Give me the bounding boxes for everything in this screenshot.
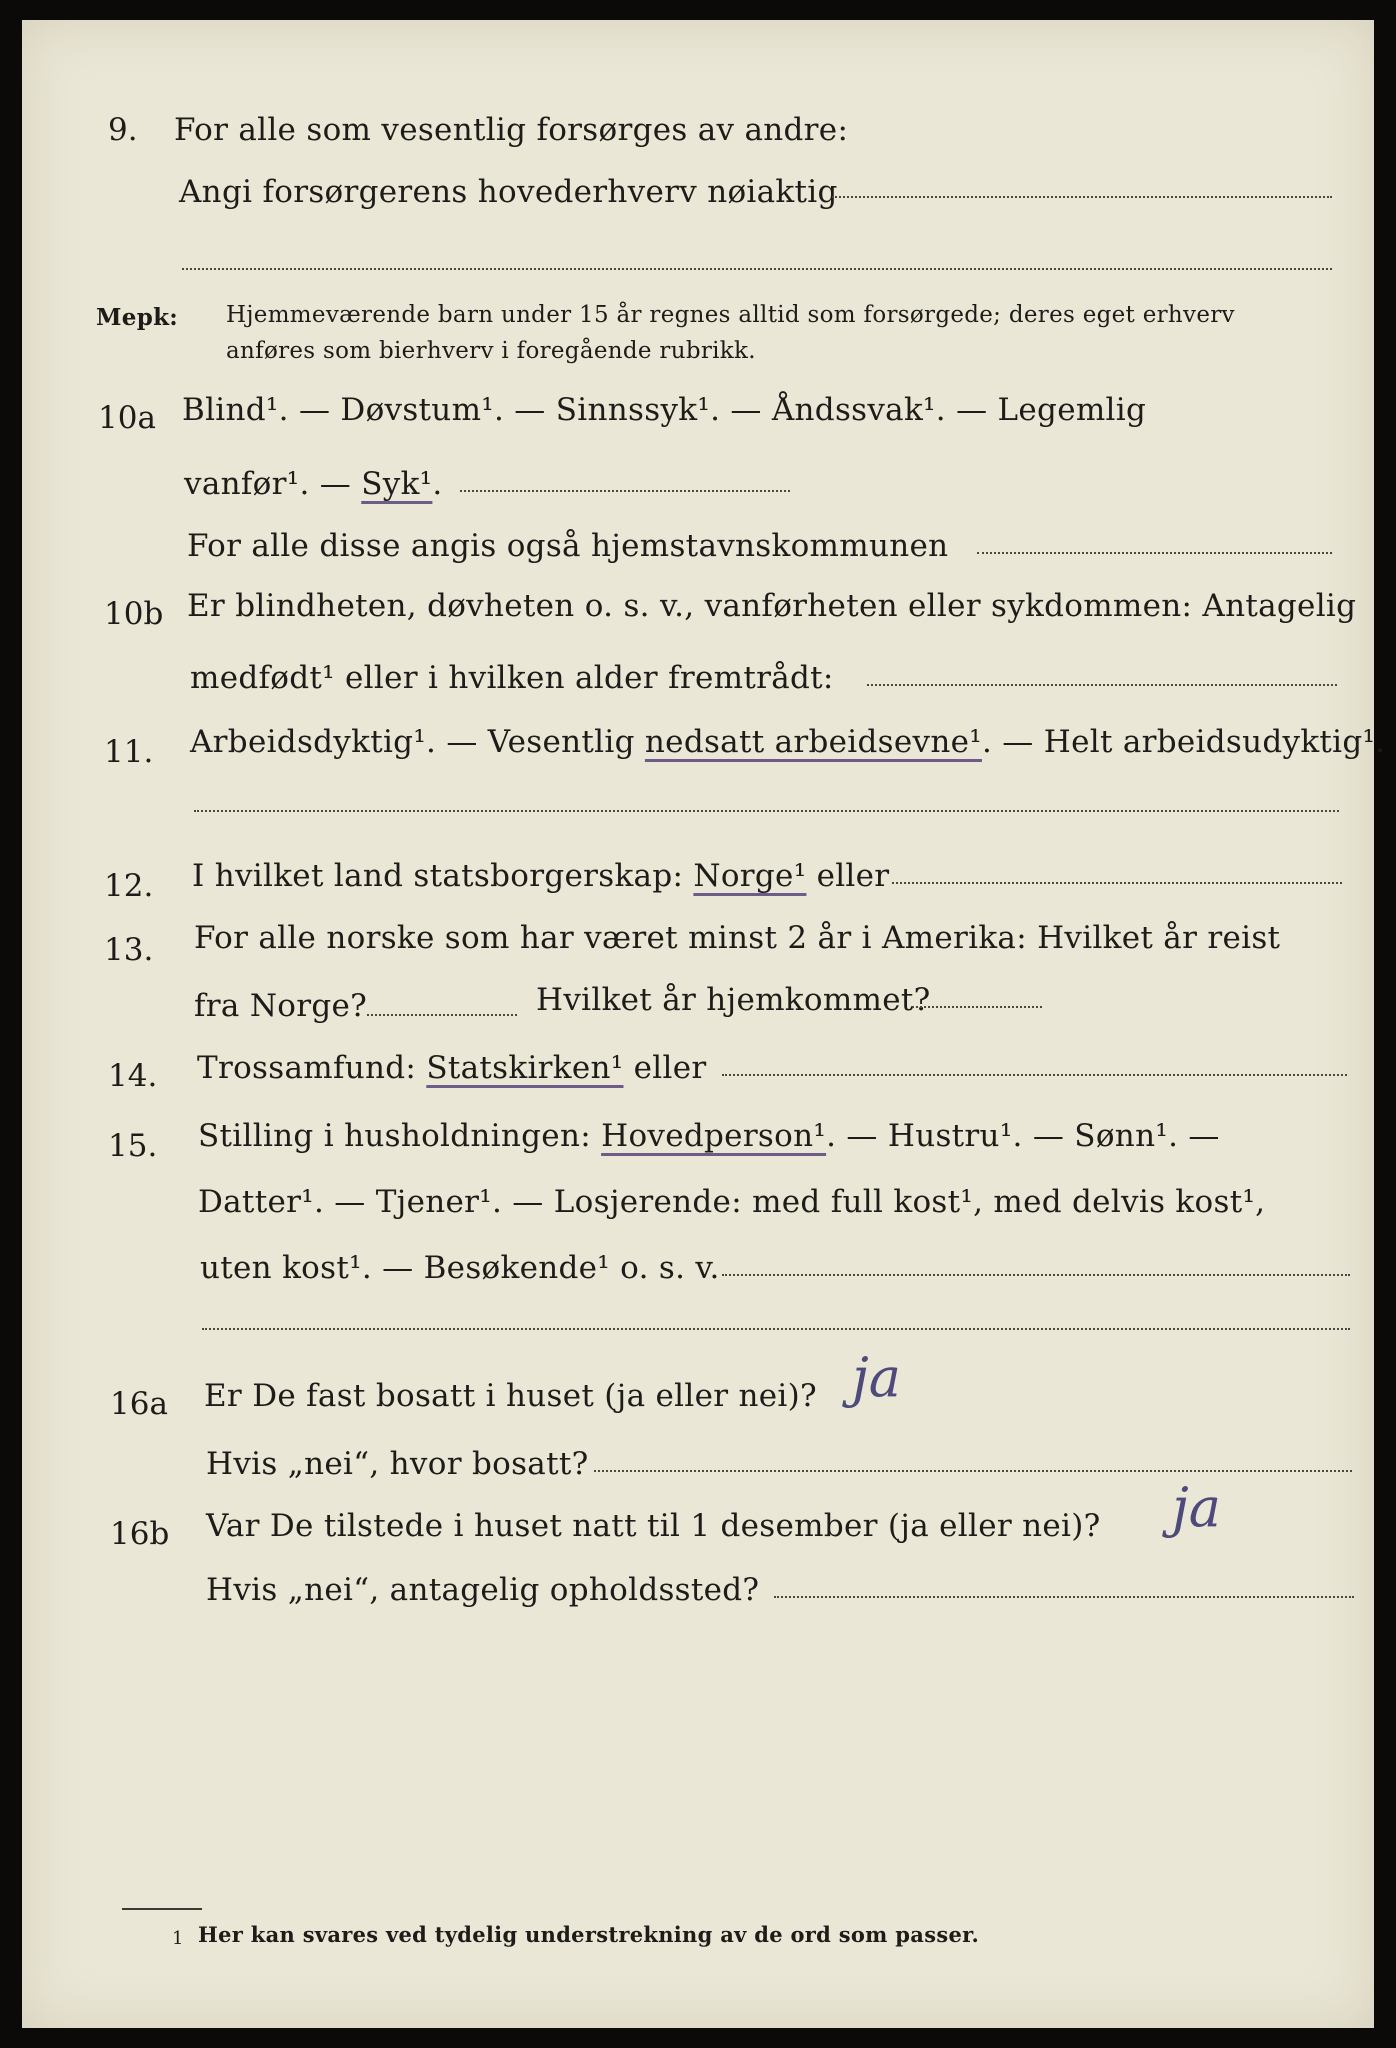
census-form-page (22, 20, 1386, 2028)
q13-line2b: Hvilket år hjemkommet? (536, 982, 931, 1018)
q16a-handwritten-answer[interactable]: ja (852, 1346, 901, 1409)
q15-line2: Datter¹. — Tjener¹. — Losjerende: med full kost¹, med delvis kost¹, (198, 1184, 1266, 1220)
q13-year-left-answer-line[interactable] (367, 1014, 517, 1016)
q10b-line2: medfødt¹ eller i hvilken alder fremtrådt: (190, 660, 834, 696)
q12-answer-line[interactable] (892, 882, 1342, 884)
q11-answer-line[interactable] (194, 810, 1339, 812)
q13-year-returned-answer-line[interactable] (912, 1006, 1042, 1008)
q10b-answer-line[interactable] (867, 684, 1337, 686)
merk-label: Mерk: (96, 304, 179, 331)
q16a-answer-line[interactable] (594, 1470, 1352, 1472)
q10a-line1: Blind¹. — Døvstum¹. — Sinnssyk¹. — Åndssvak¹. — Legemlig (182, 392, 1147, 428)
q10a-syk-underlined: Syk¹ (361, 466, 433, 502)
q16b-line1: Var De tilstede i huset natt til 1 desember (ja eller nei)? (206, 1508, 1101, 1544)
merk-line2: anføres som bierhverv i foregående rubrikk. (226, 338, 756, 364)
q13-number: 13. (104, 932, 154, 968)
q15-line3: uten kost¹. — Besøkende¹ o. s. v. (200, 1250, 720, 1286)
q12-number: 12. (104, 868, 154, 904)
q15-line1: Stilling i husholdningen: Hovedperson¹. — Hustru¹. — Sønn¹. — (198, 1118, 1220, 1154)
q16a-line2: Hvis „nei“, hvor bosatt? (206, 1446, 589, 1482)
q10a-syk-answer-line[interactable] (460, 490, 790, 492)
q15-underlined-answer: Hovedperson¹ (601, 1118, 827, 1154)
q16b-handwritten-answer[interactable]: ja (1172, 1476, 1221, 1539)
q11-line: Arbeidsdyktig¹. — Vesentlig nedsatt arbeidsevne¹. — Helt arbeidsudyktig¹. (190, 724, 1386, 760)
q14-number: 14. (108, 1058, 158, 1094)
q9-number: 9. (108, 112, 138, 148)
q15-number: 15. (108, 1128, 158, 1164)
q9-answer-line-2[interactable] (182, 268, 1332, 270)
q14-underlined-answer: Statskirken¹ (426, 1050, 624, 1086)
q12-line: I hvilket land statsborgerskap: Norge¹ eller (192, 858, 890, 894)
q16b-answer-line[interactable] (774, 1596, 1354, 1598)
footnote-text: Her kan svares ved tydelig understrekning av de ord som passer. (198, 1922, 980, 1947)
q14-answer-line[interactable] (722, 1074, 1347, 1076)
q9-line1: For alle som vesentlig forsørges av andre: (174, 112, 849, 148)
merk-line1: Hjemmeværende barn under 15 år regnes alltid som forsørgede; deres eget erhverv (226, 302, 1235, 328)
q10a-municipality-line[interactable] (977, 552, 1332, 554)
q10a-number: 10a (98, 400, 156, 436)
q16a-line1: Er De fast bosatt i huset (ja eller nei)? (204, 1378, 817, 1414)
footnote-mark: 1 (172, 1928, 184, 1949)
q9-answer-line[interactable] (832, 196, 1332, 198)
q12-underlined-answer: Norge¹ (693, 858, 807, 894)
q16b-line2: Hvis „nei“, antagelig opholdssted? (206, 1572, 760, 1608)
q10a-line2: vanfør¹. — Syk¹. (184, 466, 443, 502)
q10a-line3: For alle disse angis også hjemstavnskommunen (187, 528, 949, 564)
q16b-number: 16b (110, 1516, 170, 1552)
q16a-number: 16a (110, 1386, 168, 1422)
q14-line: Trossamfund: Statskirken¹ eller (197, 1050, 707, 1086)
q9-line2: Angi forsørgerens hovederhverv nøiaktig (179, 174, 838, 210)
q13-line1: For alle norske som har været minst 2 år i Amerika: Hvilket år reist (194, 920, 1281, 956)
q15-answer-line[interactable] (722, 1274, 1350, 1276)
q10b-number: 10b (104, 596, 164, 632)
q13-line2a: fra Norge? (194, 988, 368, 1024)
footnote-rule (122, 1908, 202, 1910)
q15-answer-line-2[interactable] (202, 1328, 1350, 1330)
q11-number: 11. (104, 734, 154, 770)
q10b-line1: Er blindheten, døvheten o. s. v., vanførheten eller sykdommen: Antagelig (187, 588, 1357, 624)
q11-underlined-answer: nedsatt arbeidsevne¹ (644, 724, 982, 760)
